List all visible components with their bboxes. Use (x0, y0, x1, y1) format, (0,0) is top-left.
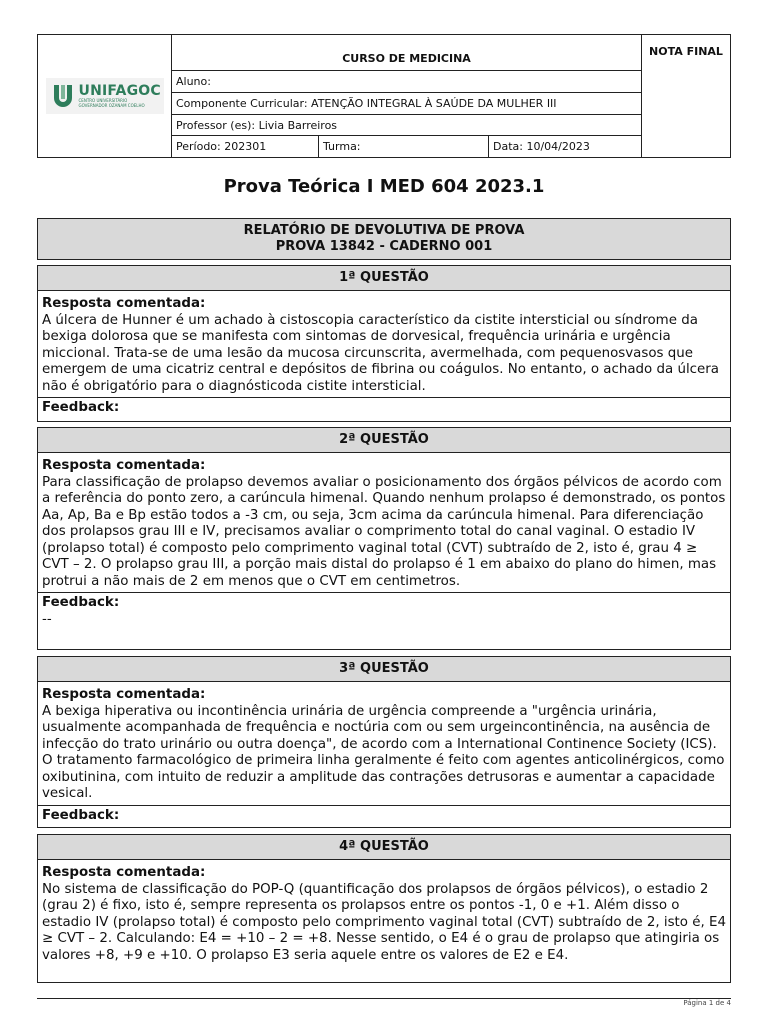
logo-subtitle-2: GOVERNADOR OZANAM COELHO (78, 103, 145, 108)
answer-label: Resposta comentada: (42, 865, 206, 880)
unifagoc-logo-mark-icon (52, 83, 74, 109)
answer-block (38, 291, 730, 397)
feedback-label: Feedback: (42, 807, 120, 823)
answer-label: Resposta comentada: (42, 458, 206, 473)
logo-cell (38, 35, 172, 157)
question-2 (37, 427, 731, 650)
question-4 (37, 834, 731, 983)
answer-label: Resposta comentada: (42, 687, 206, 702)
course-name: CURSO DE MEDICINA (172, 35, 641, 71)
feedback-block (38, 397, 730, 420)
answer-block (38, 682, 730, 805)
professor-field: Professor (es): Livia Barreiros (172, 115, 641, 136)
question-heading: 2ª QUESTÃO (38, 428, 730, 453)
feedback-text: -- (42, 611, 52, 627)
page-title: Prova Teórica I MED 604 2023.1 (223, 176, 545, 197)
header-info-grid (172, 35, 641, 157)
answer-text: A úlcera de Hunner é um achado à cistoscopia característico da cistite intersticial ou síndrome da bexiga dolorosa que se manifesta com sintomas de dorvesical, frequência urinária e urgência miccional. Trata-se de uma lesão da mucosa circunscrita, avermelhada, com pequenosvasos que emergem de uma cicatriz central e depósitos de fibrina ou coágulos. No entanto, o achado da úlcera não é obrigatório para o diagnósticoda cistite intersticial. (42, 312, 719, 394)
answer-text: A bexiga hiperativa ou incontinência urinária de urgência compreende a "urgência urinária, usualmente acompanhada de frequência e noctúria com ou sem urgeincontinência, na ausência de infecção do trato urinário ou outra doença", de acordo com a International Continence Society (ICS). O tratamento farmacológico de primeira linha geralmente é feito com agentes anticolinérgicos, como oxibutinina, com intuito de reduzir a amplitude das contrações detrusoras e aumentar a capacidade vesical. (42, 703, 725, 801)
feedback-label: Feedback: (42, 595, 120, 610)
question-heading: 3ª QUESTÃO (38, 657, 730, 682)
answer-text: Para classificação de prolapso devemos avaliar o posicionamento dos órgãos pélvicos de acordo com a referência do ponto zero, a carúncula himenal. Quando nenhum prolapso é demonstrado, os pontos Aa, Ap, Ba e Bp estão todos a -3 cm, ou seja, 3cm acima da carúncula himenal. Para diferenciação dos prolapsos grau III e IV, precisamos avaliar o comprimento total do canal vaginal. O estadio IV (prolapso total) é composto pelo comprimento vaginal total (CVT) subtraído de 2, isto é, grau 4 ≥ CVT – 2. O prolapso grau III, a porção mais distal do prolapso é 1 em abaixo do plano do himen, mas protrui a não mais de 2 em menos que o CVT em centimetros. (42, 474, 726, 589)
question-1 (37, 265, 731, 422)
class-field: Turma: (318, 136, 488, 157)
report-banner (37, 218, 731, 260)
question-3 (37, 656, 731, 828)
header-table (37, 34, 731, 158)
final-grade-cell: NOTA FINAL (641, 35, 730, 157)
question-heading: 4ª QUESTÃO (38, 835, 730, 860)
date-field: Data: 10/04/2023 (488, 136, 641, 157)
feedback-label: Feedback: (42, 400, 120, 415)
logo-name: UNIFAGOC (78, 83, 161, 99)
curricular-component: Componente Curricular: ATENÇÃO INTEGRAL À SAÚDE DA MULHER III (172, 93, 641, 115)
page-number: Página 1 de 4 (683, 999, 731, 1007)
logo-subtitle-1: CENTRO UNIVERSITÁRIO (78, 98, 128, 103)
period-row (172, 136, 641, 157)
period-field: Período: 202301 (176, 140, 267, 153)
answer-block (38, 453, 730, 592)
answer-text: No sistema de classificação do POP-Q (quantificação dos prolapsos de órgãos pélvicos), o estadio 2 (grau 2) é fixo, isto é, sempre representa os prolapsos entre os pontos -1, 0 e +1. Além disso o estadio IV (prolapso total) é composto pelo comprimento vaginal total (CVT) subtraído de 2, isto é, E4 ≥ CVT – 2. Calculando: E4 = +10 – 2 = +8. Nesse sentido, o E4 é o grau de prolapso que atingiria os valores +8, +9 e +10. O prolapso E3 seria aquele entre os valores de E2 e E4. (42, 881, 726, 963)
student-field: Aluno: (172, 71, 641, 93)
feedback-block (38, 805, 730, 828)
report-subtitle: PROVA 13842 - CADERNO 001 (275, 239, 493, 254)
footer-divider (37, 998, 731, 999)
answer-block (38, 860, 730, 966)
feedback-block (38, 592, 730, 631)
question-heading: 1ª QUESTÃO (38, 266, 730, 291)
answer-label: Resposta comentada: (42, 296, 206, 311)
report-title: RELATÓRIO DE DEVOLUTIVA DE PROVA (243, 223, 525, 238)
unifagoc-logo (46, 78, 164, 114)
